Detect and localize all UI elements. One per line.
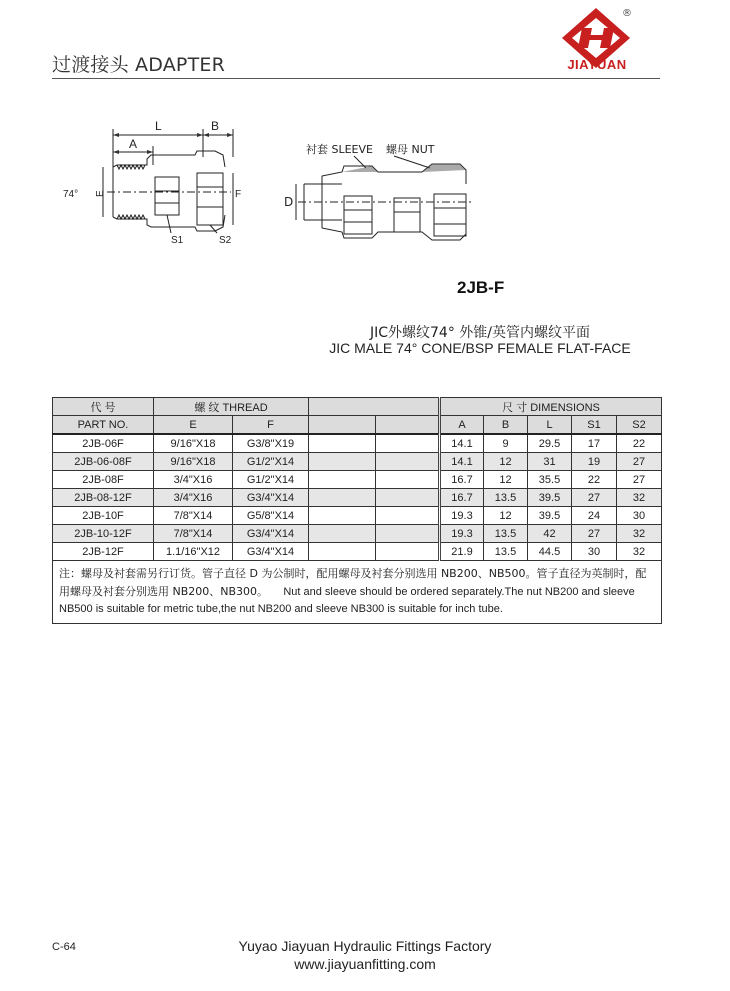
table-cell bbox=[376, 525, 440, 543]
table-cell: G1/2"X14 bbox=[233, 453, 309, 471]
table-subheader-row bbox=[53, 416, 662, 435]
table-cell: G1/2"X14 bbox=[233, 471, 309, 489]
table-cell: 31 bbox=[528, 453, 572, 471]
assembly-drawing bbox=[282, 138, 482, 250]
table-cell: 32 bbox=[617, 489, 662, 507]
table-cell bbox=[376, 434, 440, 453]
table-cell: 35.5 bbox=[528, 471, 572, 489]
table-cell: 21.9 bbox=[440, 543, 484, 561]
table-cell bbox=[309, 507, 376, 525]
table-cell: 27 bbox=[617, 453, 662, 471]
subheader-cell: S1 bbox=[572, 416, 617, 435]
table-cell: 14.1 bbox=[440, 453, 484, 471]
table-cell: 13.5 bbox=[484, 525, 528, 543]
table-cell: 42 bbox=[528, 525, 572, 543]
table-row bbox=[53, 543, 662, 561]
note-en: Nut and sleeve should be ordered separately.The nut NB200 and sleeve NB500 is suitable for metric tube,the nut NB200 and sleeve NB300 is suitable for inch tube. bbox=[59, 586, 635, 615]
label-angle: 74° bbox=[63, 189, 79, 200]
table-cell bbox=[309, 471, 376, 489]
table-cell: G3/4"X14 bbox=[233, 543, 309, 561]
table-cell: 22 bbox=[617, 434, 662, 453]
table-cell: 29.5 bbox=[528, 434, 572, 453]
table-cell: 32 bbox=[617, 543, 662, 561]
table-cell: 9/16"X18 bbox=[154, 453, 233, 471]
table-cell bbox=[376, 489, 440, 507]
table-cell: 2JB-06F bbox=[53, 434, 154, 453]
table-cell bbox=[309, 525, 376, 543]
brand-name: JIAYUAN bbox=[567, 57, 627, 72]
table-cell: 32 bbox=[617, 525, 662, 543]
table-cell bbox=[309, 543, 376, 561]
table-cell: 13.5 bbox=[484, 543, 528, 561]
table-cell: 7/8"X14 bbox=[154, 507, 233, 525]
table-cell: 27 bbox=[572, 489, 617, 507]
label-L: L bbox=[155, 119, 162, 133]
table-cell bbox=[309, 489, 376, 507]
table-cell bbox=[309, 434, 376, 453]
product-description-en: JIC MALE 74° CONE/BSP FEMALE FLAT-FACE bbox=[329, 340, 631, 356]
label-nut: 螺母 NUT bbox=[386, 143, 435, 156]
table-cell bbox=[309, 453, 376, 471]
subheader-cell: B bbox=[484, 416, 528, 435]
table-cell: 2JB-06-08F bbox=[53, 453, 154, 471]
table-cell: 2JB-08F bbox=[53, 471, 154, 489]
subheader-cell: A bbox=[440, 416, 484, 435]
table-cell: 2JB-12F bbox=[53, 543, 154, 561]
label-S2: S2 bbox=[219, 235, 232, 246]
label-E: E bbox=[95, 190, 106, 197]
fitting-dimension-drawing bbox=[55, 115, 245, 250]
table-cell: 14.1 bbox=[440, 434, 484, 453]
specification-table bbox=[52, 397, 662, 624]
table-cell: 2JB-10F bbox=[53, 507, 154, 525]
table-cell: 19 bbox=[572, 453, 617, 471]
header-blank bbox=[309, 398, 440, 416]
page-title: 过渡接头 ADAPTER bbox=[52, 54, 226, 76]
label-A: A bbox=[129, 137, 138, 151]
table-cell: 44.5 bbox=[528, 543, 572, 561]
page-number: C-64 bbox=[52, 941, 76, 953]
subheader-cell: PART NO. bbox=[53, 416, 154, 435]
table-row bbox=[53, 489, 662, 507]
header-thread: 螺 纹 THREAD bbox=[154, 398, 309, 416]
note-cn: 注：螺母及衬套需另行订货。管子直径 D 为公制时，配用螺母及衬套分别选用 NB200、NB500。管子直径为英制时，配用螺母及衬套分别选用 NB200、NB300。 bbox=[59, 567, 647, 598]
table-cell: 12 bbox=[484, 453, 528, 471]
table-cell bbox=[376, 453, 440, 471]
table-header-row bbox=[53, 398, 662, 416]
subheader-cell: L bbox=[528, 416, 572, 435]
table-cell: 27 bbox=[572, 525, 617, 543]
table-cell: 16.7 bbox=[440, 489, 484, 507]
table-cell: 1.1/16"X12 bbox=[154, 543, 233, 561]
table-cell: 2JB-10-12F bbox=[53, 525, 154, 543]
table-row bbox=[53, 525, 662, 543]
table-cell: 9 bbox=[484, 434, 528, 453]
table-cell: 19.3 bbox=[440, 507, 484, 525]
table-cell: 12 bbox=[484, 507, 528, 525]
table-cell bbox=[376, 471, 440, 489]
table-cell: 16.7 bbox=[440, 471, 484, 489]
table-note-row bbox=[53, 561, 662, 624]
subheader-cell bbox=[309, 416, 376, 435]
table-cell: G3/4"X14 bbox=[233, 489, 309, 507]
subheader-cell: E bbox=[154, 416, 233, 435]
table-cell: 39.5 bbox=[528, 489, 572, 507]
product-description-cn: JIC外螺纹74° 外锥/英管内螺纹平面 bbox=[369, 325, 590, 341]
subheader-cell bbox=[376, 416, 440, 435]
product-model: 2JB-F bbox=[457, 278, 505, 297]
table-row bbox=[53, 434, 662, 453]
table-cell: 3/4"X16 bbox=[154, 471, 233, 489]
table-cell: 2JB-08-12F bbox=[53, 489, 154, 507]
table-cell: 30 bbox=[572, 543, 617, 561]
header-divider bbox=[52, 78, 660, 79]
table-cell: 12 bbox=[484, 471, 528, 489]
table-cell: 27 bbox=[617, 471, 662, 489]
table-row bbox=[53, 471, 662, 489]
table-cell bbox=[376, 543, 440, 561]
header-code: 代 号 bbox=[53, 398, 154, 416]
table-cell: 3/4"X16 bbox=[154, 489, 233, 507]
company-name: Yuyao Jiayuan Hydraulic Fittings Factory bbox=[238, 938, 492, 954]
table-cell: 9/16"X18 bbox=[154, 434, 233, 453]
label-B: B bbox=[211, 119, 220, 133]
subheader-cell: F bbox=[233, 416, 309, 435]
table-row bbox=[53, 453, 662, 471]
table-cell: 39.5 bbox=[528, 507, 572, 525]
table-cell: G5/8"X14 bbox=[233, 507, 309, 525]
table-note bbox=[53, 561, 662, 624]
table-cell: 13.5 bbox=[484, 489, 528, 507]
table-cell: 30 bbox=[617, 507, 662, 525]
company-website: www.jiayuanfitting.com bbox=[294, 956, 436, 972]
label-F: F bbox=[235, 189, 242, 200]
registered-mark: ® bbox=[622, 8, 632, 19]
label-D: D bbox=[284, 195, 294, 209]
table-cell: 7/8"X14 bbox=[154, 525, 233, 543]
header-dimensions: 尺 寸 DIMENSIONS bbox=[440, 398, 662, 416]
label-S1: S1 bbox=[171, 235, 184, 246]
table-row bbox=[53, 507, 662, 525]
table-cell bbox=[376, 507, 440, 525]
table-cell: G3/4"X14 bbox=[233, 525, 309, 543]
subheader-cell: S2 bbox=[617, 416, 662, 435]
label-sleeve: 衬套 SLEEVE bbox=[306, 143, 373, 156]
table-cell: 24 bbox=[572, 507, 617, 525]
table-cell: 19.3 bbox=[440, 525, 484, 543]
table-cell: G3/8"X19 bbox=[233, 434, 309, 453]
table-cell: 17 bbox=[572, 434, 617, 453]
table-cell: 22 bbox=[572, 471, 617, 489]
